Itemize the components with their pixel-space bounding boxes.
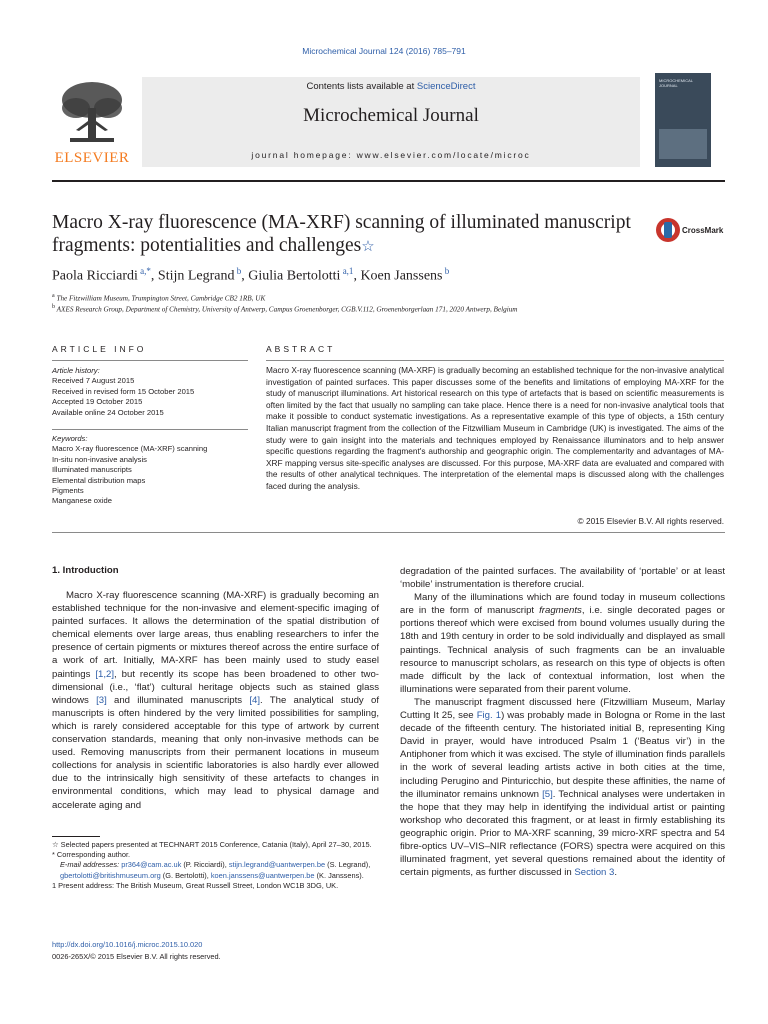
sciencedirect-link[interactable]: ScienceDirect <box>416 81 476 92</box>
issn-copyright: 0026-265X/© 2015 Elsevier B.V. All rights reserved. <box>52 952 221 961</box>
email-link[interactable]: koen.janssens@uantwerpen.be <box>210 870 315 880</box>
keyword-item: Macro X-ray fluorescence (MA-XRF) scanning <box>52 444 208 454</box>
email-link[interactable]: pr364@cam.ac.uk <box>121 860 182 870</box>
email-owner: (G. Bertolotti), <box>160 870 211 880</box>
section-heading-introduction: 1. Introduction <box>52 565 119 576</box>
title-footnote-star[interactable]: ☆ <box>361 239 375 255</box>
body-text: . Technical analyses were undertaken in the hope that they may help in identifying the individual artist or painting workshop who decorated this fragment, or at least in firmly establishing its geographic origin. Prior to MA-XRF scanning, 39 micro-XRF spectra and 54 fibre-optics UV–VIS–NIR reflectance (FORS) spectra were acquired on this illuminated fragment, yet several questions remained about the identity of certain pigments, as further discussed in <box>400 788 725 879</box>
keywords-block <box>52 434 252 507</box>
abstract-bottom-rule <box>52 532 725 533</box>
body-paragraph <box>400 565 725 591</box>
email-owner: (S. Legrand), <box>325 860 371 870</box>
crossmark-label[interactable]: CrossMark <box>682 226 724 235</box>
elsevier-wordmark: ELSEVIER <box>54 150 130 166</box>
footnote-present-address: 1 Present address: The British Museum, Great Russell Street, London WC1B 3DG, UK. <box>52 880 339 890</box>
footnote-corresponding: * Corresponding author. <box>52 850 131 860</box>
keywords-rule <box>52 429 248 430</box>
body-text: , but recently its scope has been broadened to other two-dimensional (i.e., ‘flat’) cultural heritage objects such as stained glass windows <box>52 668 379 706</box>
doi-link[interactable]: http://dx.doi.org/10.1016/j.microc.2015.10.020 <box>52 940 203 949</box>
body-paragraph <box>52 589 379 812</box>
history-item: Received in revised form 15 October 2015 <box>52 386 195 396</box>
emphasis-text: fragments <box>539 605 582 617</box>
author-affiliation-mark[interactable]: a,1 <box>340 266 354 276</box>
reference-link[interactable]: Fig. 1 <box>476 710 502 722</box>
email-owner: (P. Ricciardi), <box>181 860 229 870</box>
journal-citation[interactable]: Microchemical Journal 124 (2016) 785–791 <box>302 46 466 56</box>
contents-line: Contents lists available at ScienceDirect <box>306 81 476 92</box>
keyword-item: Pigments <box>52 486 84 496</box>
body-text: ) was probably made in Bologna or Rome in the last decade of the fifteenth century. The historiated initial B, representing King David in prayer, would have introduced Psalm 1 (‘Beatus vir’) in the Antiphoner from which it was excised. The style of illumination finds parallels in the work of several leading artists active in both cities at the time, including Perugino and Pinturicchio, but despite these affinities, the name of the illuminator remains unknown <box>400 710 725 800</box>
body-paragraph <box>400 696 725 879</box>
journal-cover-thumbnail[interactable] <box>655 73 711 167</box>
abstract-heading: ABSTRACT <box>266 344 336 354</box>
reference-link[interactable]: [4] <box>249 694 261 706</box>
crossmark-icon <box>655 216 681 244</box>
body-text: Macro X-ray fluorescence scanning (MA-XRF) is gradually becoming an established technique for the non-invasive and element-specific imaging of painted surfaces. It allows the determination of the spatial distribution of chemical elements over large areas, thus enabling researchers to infer the presence of certain pigments or mixtures thereof across the entire surface of a work of art. Initially, MA-XRF has been mainly used to study easel paintings <box>52 590 379 680</box>
footnote-rule <box>52 836 100 837</box>
history-item: Available online 24 October 2015 <box>52 407 164 417</box>
affiliation-b: $^b$ AXES Research Group, Department of Chemistry, University of Antwerp, Campus Groenenborger, CGB.V.112, Groenenborgerlaan 171, 2020 Antwerp, Belgium <box>52 304 518 314</box>
author-name[interactable]: Stijn Legrand <box>157 268 235 284</box>
footnote-emails <box>52 860 379 880</box>
keyword-item: Illuminated manuscripts <box>52 465 132 475</box>
author-name[interactable]: Koen Janssens <box>360 268 443 284</box>
reference-link[interactable]: [5] <box>542 788 553 800</box>
author-name[interactable]: Paola Ricciardi <box>52 268 138 284</box>
body-text: The manuscript fragment discussed here (Fitzwilliam Museum, Marlay Cutting It 25, see <box>400 696 725 722</box>
article-info-heading: ARTICLE INFO <box>52 344 147 354</box>
history-label: Article history: <box>52 366 100 375</box>
history-item: Accepted 19 October 2015 <box>52 397 143 407</box>
body-text: . <box>614 867 618 879</box>
article-info-rule <box>52 360 248 361</box>
body-text: degradation of the painted surfaces. The availability of ‘portable’ or at least ‘mobile’ instrumentation is therefore crucial. <box>400 566 725 591</box>
footnote-star: ☆ Selected papers presented at TECHNART 2015 Conference, Catania (Italy), April 27–30, 2015. <box>52 840 372 849</box>
abstract-copyright: © 2015 Elsevier B.V. All rights reserved. <box>577 516 724 526</box>
header-rule <box>52 180 725 182</box>
affiliation-a: $^a$ The Fitzwilliam Museum, Trumpington Street, Cambridge CB2 1RB, UK <box>52 293 266 303</box>
email-link[interactable]: gbertolotti@britishmuseum.org <box>60 870 161 880</box>
abstract-text: Macro X-ray fluorescence scanning (MA-XRF) is gradually becoming an established technique for the non-invasive analytical investigation of painted surfaces. This paper discusses some of the benefits and limitations of employing MA-XRF for the study of manuscript illuminations. Art historical research on this type of artefacts that is based on scientific measurements is often limited by the fact that usually no sampling can take place. Hence there is a need for non-invasive analytical tools that make it possible to conduct systematic investigations. As a representative example of this type of objects, a 15th century Italian manuscript fragment from the collection of the Fitzwilliam Museum in Cambridge (UK) is investigated. The aims of the study were to gain insight into the materials and techniques employed by Renaissance illuminators and to help answer specific questions regarding the fragment's authorship and geographic origin. The complementarity and advantages of MA-XRF mapping versus site-specific analyses are discussed. For this purpose, MA-XRF data are evaluated and compared with the results of other analytical techniques. The interpretation of the elemental maps is discussed along with the challenges faced during the analysis. <box>266 365 724 491</box>
body-text: , i.e. single decorated pages or portions thereof which were excised from bound volumes usually during the 18th and 19th century in order to be sold individually and displayed as small paintings. Technical analysis of such fragments can be an invaluable resource to manuscript scholars, as research on this type of objects is often made difficult by the lack of contextual information, lost when the illuminations were separated from their parent volume. <box>400 605 725 695</box>
body-text: and illuminated manuscripts <box>106 694 250 706</box>
keywords-label: Keywords: <box>52 434 88 443</box>
history-item: Received 7 August 2015 <box>52 376 135 386</box>
cover-graphic <box>659 129 707 159</box>
email-link[interactable]: stijn.legrand@uantwerpen.be <box>228 860 326 870</box>
body-paragraph <box>400 591 725 696</box>
keyword-item: In-situ non-invasive analysis <box>52 454 147 464</box>
author-list: Paola Ricciardi $^{a,*}$, Stijn Legrand $^b$, Giulia Bertolotti $^{a,1}$, Koen Janssens $^b$ <box>52 266 450 284</box>
reference-link[interactable]: [3] <box>96 694 107 706</box>
keyword-item: Manganese oxide <box>52 496 112 506</box>
right-column <box>400 565 725 879</box>
cover-line: JOURNAL <box>659 82 678 88</box>
footnotes <box>52 840 379 891</box>
cover-line: MICROCHEMICAL <box>659 78 694 83</box>
body-text: Many of the illuminations which are found today in museum collections are in the form of manuscript <box>400 592 725 617</box>
article-history <box>52 366 252 418</box>
keyword-item: Elemental distribution maps <box>52 475 146 485</box>
author-name[interactable]: Giulia Bertolotti <box>248 268 341 284</box>
journal-title: Microchemical Journal <box>303 105 479 126</box>
reference-link[interactable]: Section 3 <box>574 867 615 879</box>
left-column <box>52 589 379 812</box>
abstract-rule <box>266 360 724 361</box>
body-text: . The analytical study of manuscripts is often hindered by the very limited possibilities for sampling, which is rarely considered acceptable for this type of artwork by current conservation standards, meaning that only non-invasive methods can be used. Removing manuscripts from their permanent locations in museum collections for analysis in scientific laboratories is also hardly ever allowed due to the intrinsically high sensitivity of these artefacts to changes in environmental conditions, which may lead to physical damage and accelerate aging and <box>52 694 379 811</box>
author-affiliation-mark[interactable]: b <box>234 266 242 276</box>
author-affiliation-mark[interactable]: a,* <box>137 266 151 276</box>
email-owner: (K. Janssens). <box>314 870 364 880</box>
author-affiliation-mark[interactable]: b <box>442 266 450 276</box>
email-label: E-mail addresses: <box>60 860 122 870</box>
article-title: Macro X-ray fluorescence (MA-XRF) scanning of illuminated manuscript fragments: potentialities and challenges☆ <box>52 212 631 256</box>
journal-homepage[interactable]: journal homepage: www.elsevier.com/locate/microc <box>251 150 531 160</box>
reference-link[interactable]: [1,2] <box>95 668 115 680</box>
